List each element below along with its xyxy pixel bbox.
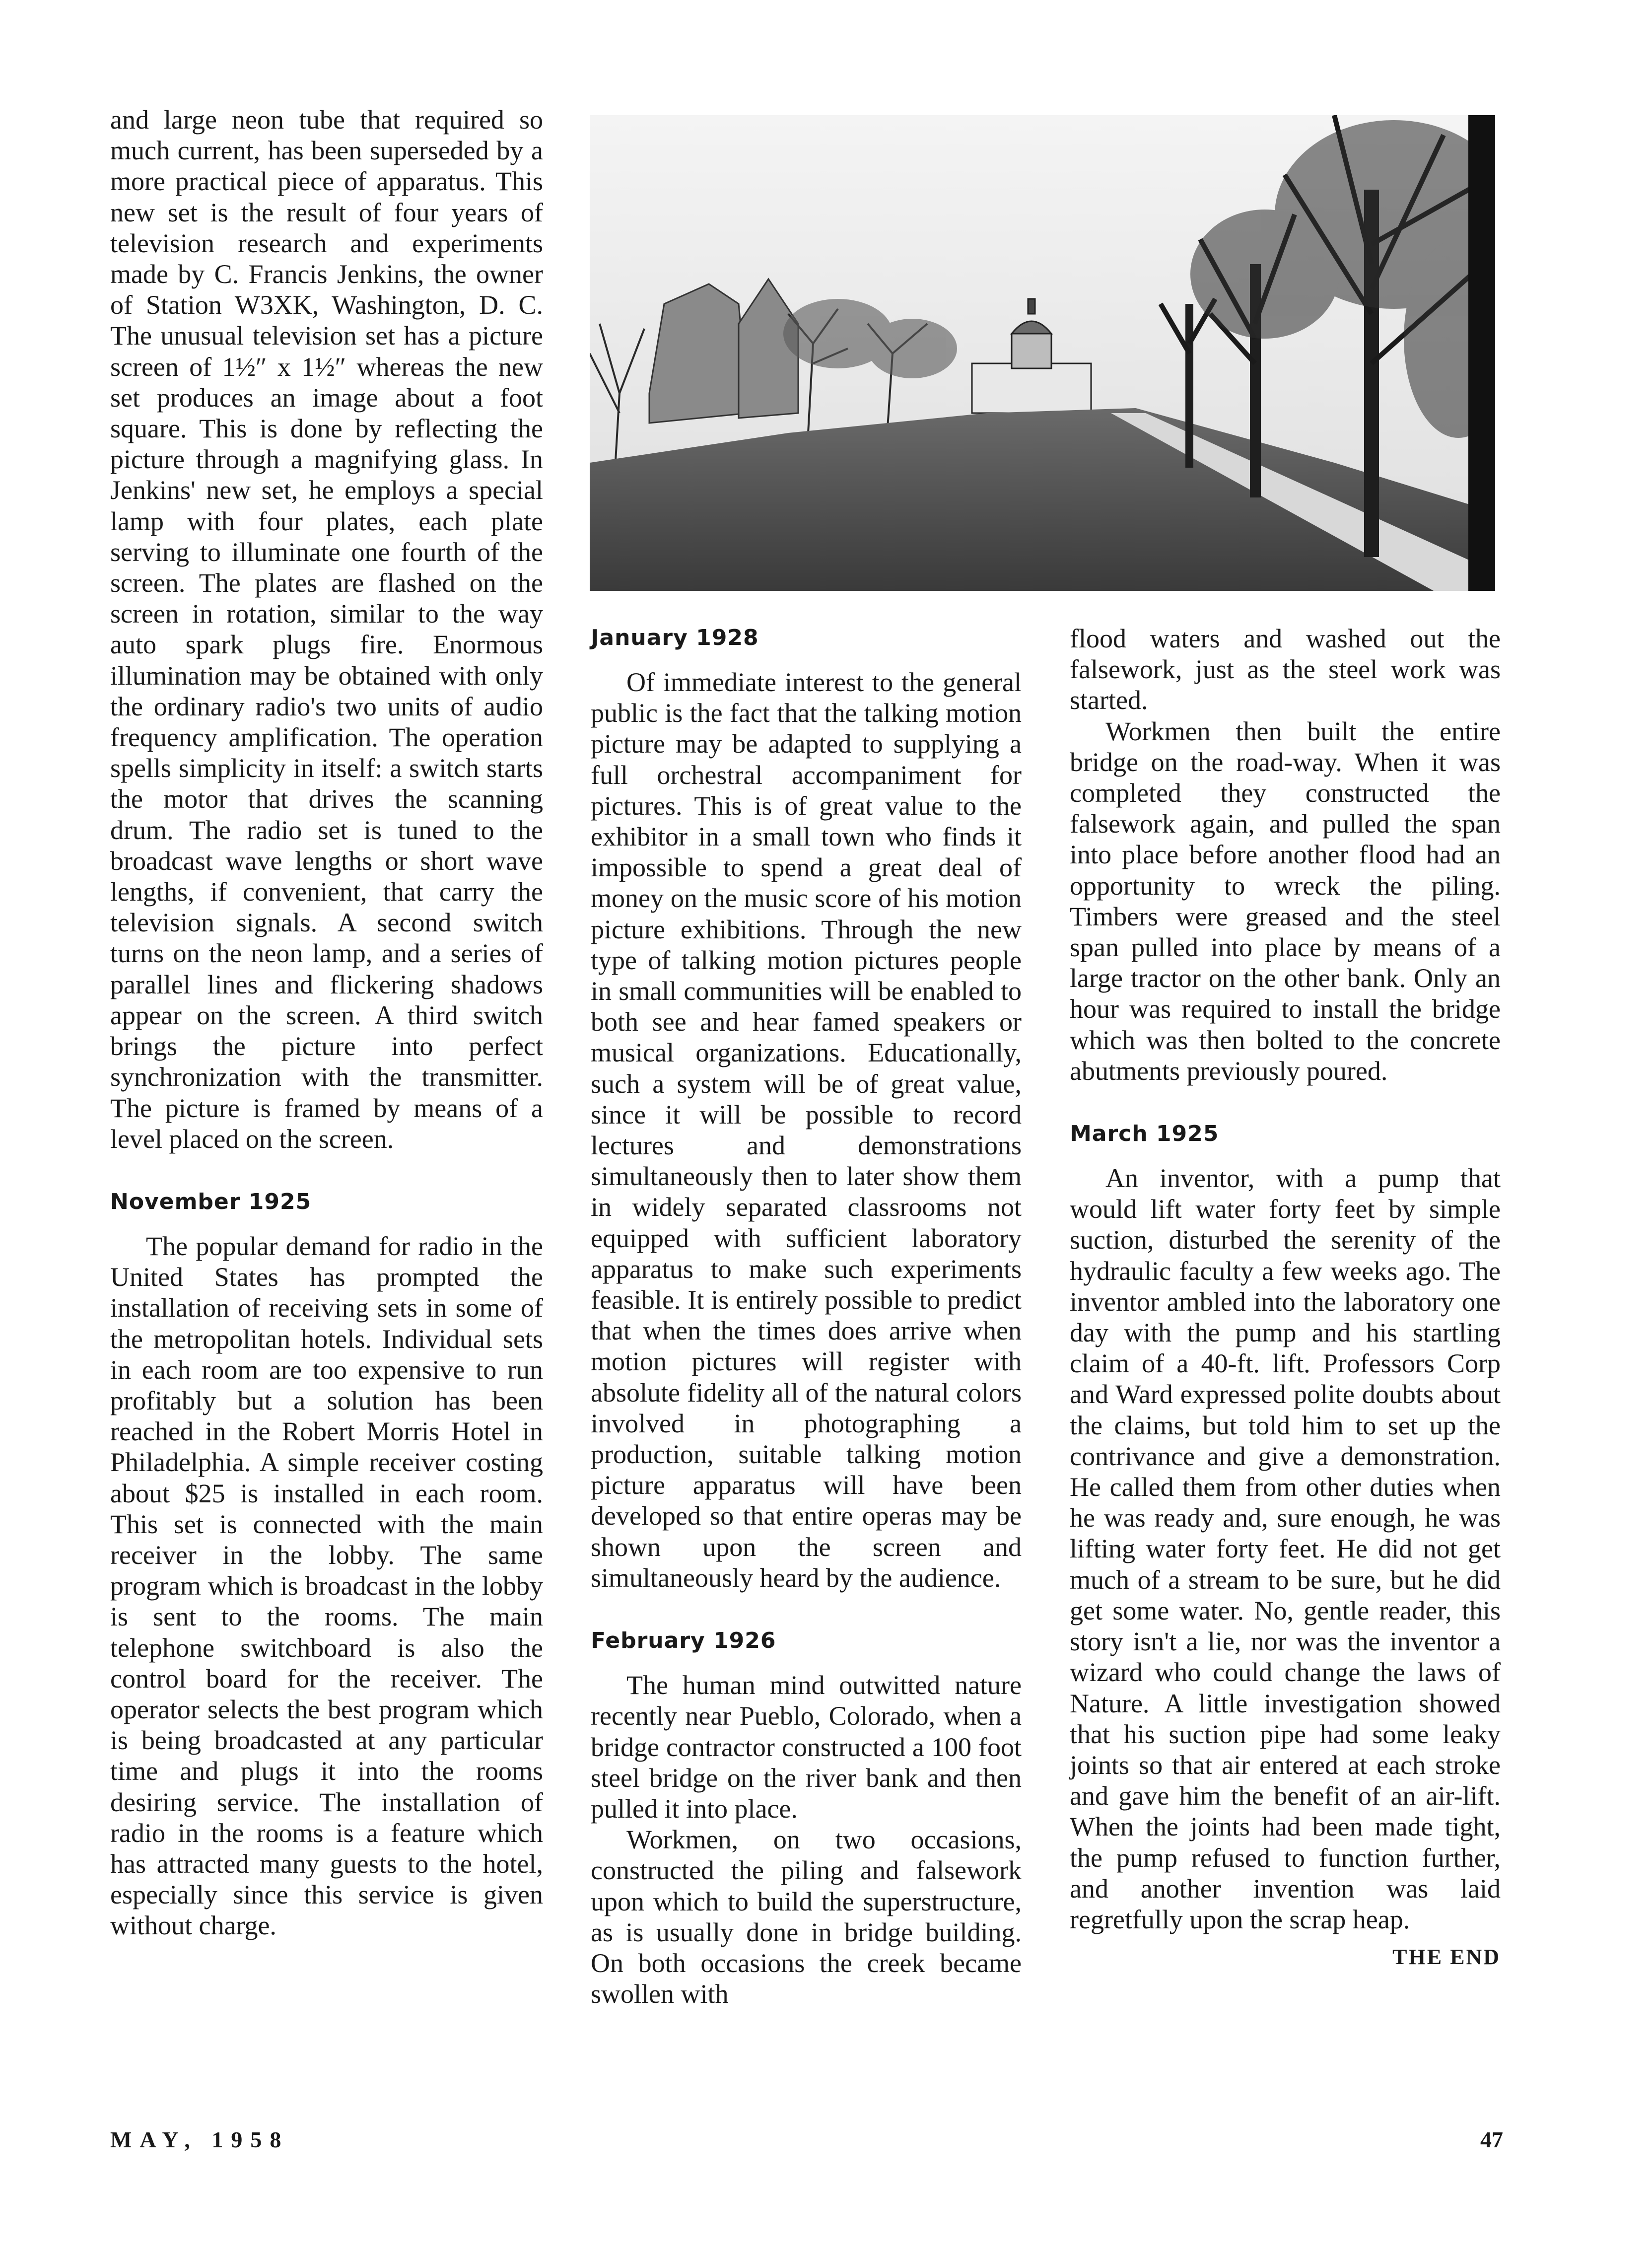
the-end-marker: THE END xyxy=(1392,1945,1501,1970)
paragraph-hotel-radio: The popular demand for radio in the United States has prompted the installation of receiving sets in some of the metropolitan hotels. Individual sets in each room are too expensive to run profitably but a solution has been reached in the Robert Morris Hotel in Philadelphia. A simple receiver costing about $25 is installed in each room. This set is connected with the main receiver in the lobby. The same program which is broadcast in the lobby is sent to the rooms. The main telephone switchboard is also the control board for the receiver. The operator selects the best program which is being broadcasted at any particular time and plugs it into the rooms desiring service. The installation of radio in the rooms is a feature which has attracted many guests to the hotel, especially since this service is given without charge. xyxy=(110,1231,543,1941)
column-left xyxy=(110,104,543,1941)
paragraph-bridge-roadway: Workmen then built the entire bridge on the road-way. When it was completed they constructed the falsework again, and pulled the span into place before another flood had an opportunity to wreck the piling. Timbers were greased and the steel span pulled into place by means of a large tractor on the other bank. Only an hour was required to install the bridge which was then bolted to the concrete abutments previously poured. xyxy=(1070,716,1501,1086)
column-middle xyxy=(591,623,1022,2009)
paragraph-bridge-workmen: Workmen, on two occasions, constructed the piling and falsework upon which to build the superstructure, as is usually done in bridge building. On both occasions the creek became swollen with xyxy=(591,1825,1022,2009)
paragraph-television: and large neon tube that required so much current, has been superseded by a more practical piece of apparatus. This new set is the result of four years of television research and experiments made by C. Francis Jenkins, the owner of Station W3XK, Washington, D. C. The unusual television set has a picture screen of 1½″ x 1½″ whereas the new set produces an image about a foot square. This is done by reflecting the picture through a magnifying glass. In Jenkins' new set, he employs a special lamp with four plates, each plate serving to illuminate one fourth of the screen. The plates are flashed on the screen in rotation, similar to the way auto spark plugs fire. Enormous illumination may be obtained with only the ordinary radio's two units of audio frequency amplification. The operation spells simplicity in itself: a switch starts the motor that drives the scanning drum. The radio set is tuned to the broadcast wave lengths or short wave lengths, if convenient, that carry the television signals. A second switch turns on the neon lamp, and a series of parallel lines and flickering shadows appear on the screen. A third switch brings the picture into perfect synchronization with the transmitter. The picture is framed by means of a level placed on the screen. xyxy=(110,105,543,1154)
paragraph-flood-continued: flood waters and washed out the falsework, just as the steel work was started. xyxy=(1070,624,1501,715)
column-right xyxy=(1070,623,1501,1973)
heading-november-1925: November 1925 xyxy=(110,1189,312,1214)
paragraph-bridge-intro: The human mind outwitted nature recently near Pueblo, Colorado, when a bridge contractor constructed a 100 foot steel bridge on the river bank and then pulled it into place. xyxy=(591,1670,1022,1824)
footer-page-number: 47 xyxy=(1480,2127,1503,2152)
footer-issue-date: MAY, 1958 xyxy=(110,2127,289,2152)
heading-march-1925: March 1925 xyxy=(1070,1121,1219,1147)
paragraph-pump-inventor: An inventor, with a pump that would lift water forty feet by simple suction, disturbed the serenity of the hydraulic faculty a few weeks ago. The inventor ambled into the laboratory one day with the pump and his startling claim of a 40-ft. lift. Professors Corp and Ward expressed polite doubts about the claims, but told him to set up the contrivance and give a demonstration. He called them from other duties when he was ready and, sure enough, he was lifting water forty feet. He did not get much of a stream to be sure, but he did get some water. No, gentle reader, this story isn't a lie, nor was the inventor a wizard who could change the laws of Nature. A little investigation showed that his suction pipe had some leaky joints so that air entered at each stroke and gave him the benefit of an air-lift. When the joints had been made tight, the pump refused to function further, and another invention was laid regretfully upon the scrap heap. xyxy=(1070,1163,1501,1934)
heading-january-1928: January 1928 xyxy=(591,625,759,650)
heading-february-1926: February 1926 xyxy=(591,1628,776,1654)
paragraph-talking-pictures: Of immediate interest to the general public is the fact that the talking motion picture may be adapted to supplying a full orchestral accompaniment for pictures. This is of great value to the exhibitor in a small town who finds it impossible to spend a great deal of money on the music score of his motion picture exhibitions. Through the new type of talking motion pictures people in small communities will be enabled to both see and hear famed speakers or musical organizations. Educationally, such a system will be of great value, since it will be possible to record lectures and demonstrations simultaneously then to later show them in widely separated classrooms not equipped with sufficient laboratory apparatus to make such experiments feasible. It is entirely possible to predict that when the times does arrive when motion pictures will register with absolute fidelity all of the natural colors involved in photographing a production, suitable talking motion picture apparatus will have been developed so that entire operas may be shown upon the screen and simultaneously heard by the audience. xyxy=(591,667,1022,1593)
campus-photo xyxy=(590,115,1495,591)
